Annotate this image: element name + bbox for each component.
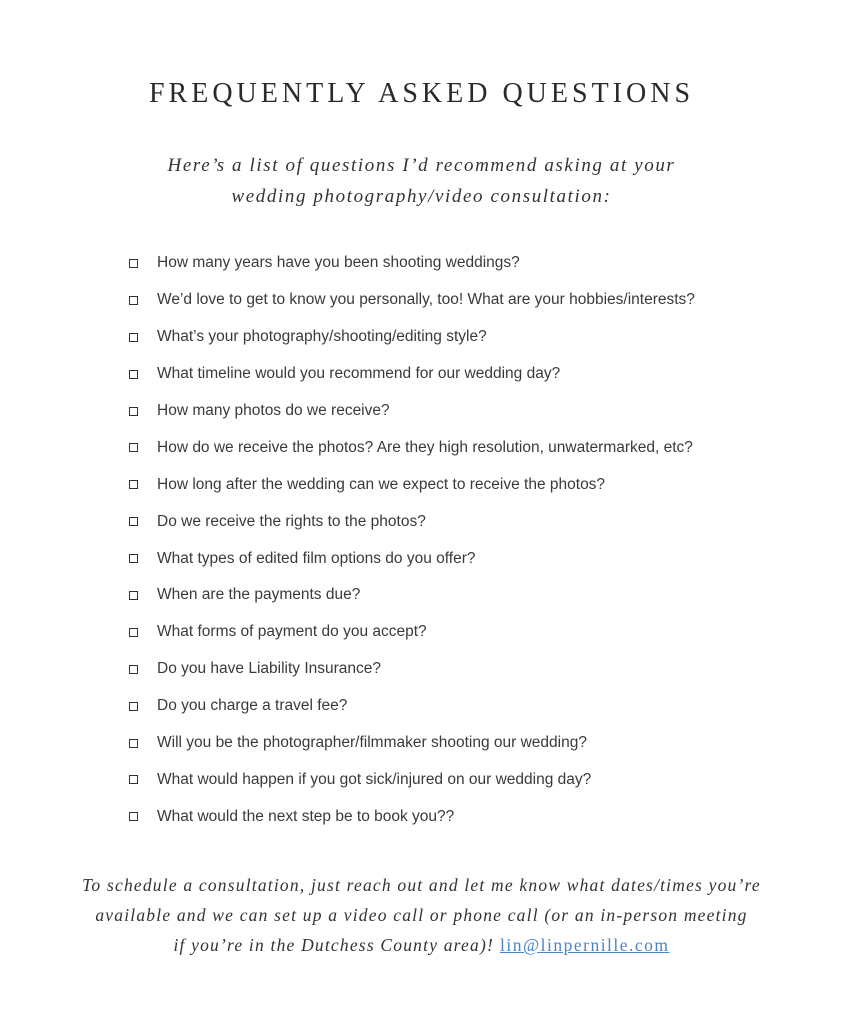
intro-text [0,150,843,212]
question-text: What types of edited film options do you offer? [157,549,476,567]
question-text: Do you charge a travel fee? [157,697,348,715]
question-text: How do we receive the photos? Are they high resolution, unwatermarked, etc? [157,438,693,456]
list-item [129,651,695,688]
question-text: How long after the wedding can we expect to receive the photos? [157,475,606,493]
question-text: When are the payments due? [157,586,361,604]
list-item [129,319,695,356]
question-text: What forms of payment do you accept? [157,623,427,641]
question-text: What timeline would you recommend for our wedding day? [157,365,561,383]
question-text: We’d love to get to know you personally, too! What are your hobbies/interests? [157,291,695,309]
checkbox[interactable] [129,739,138,748]
checkbox[interactable] [129,517,138,526]
checkbox[interactable] [129,591,138,600]
list-item [129,356,695,393]
checkbox[interactable] [129,407,138,416]
checkbox[interactable] [129,259,138,268]
checkbox[interactable] [129,554,138,563]
list-item [129,245,695,282]
list-item [129,798,695,835]
list-item [129,393,695,430]
closing-paragraph [0,870,843,960]
checkbox[interactable] [129,333,138,342]
list-item [129,688,695,725]
question-text: How many photos do we receive? [157,402,390,419]
question-text: Do we receive the rights to the photos? [157,512,426,530]
question-text: How many years have you been shooting weddings? [157,254,520,272]
outro-line-3 [0,930,843,960]
list-item [129,282,695,319]
checkbox[interactable] [129,296,138,305]
checkbox[interactable] [129,628,138,637]
intro-line-1: Here’s a list of questions I’d recommend asking at your [167,155,676,176]
checkbox[interactable] [129,812,138,821]
question-text: What would happen if you got sick/injured on our wedding day? [157,770,592,788]
checkbox[interactable] [129,370,138,379]
list-item [129,466,695,503]
list-item [129,725,695,762]
intro-line-2: wedding photography/video consultation: [231,186,612,207]
question-text: What would the next step be to book you?? [157,807,455,825]
list-item [129,540,695,577]
outro-line-2: available and we can set up a video call or phone call (or an in-person meeting [95,905,748,925]
question-text: Do you have Liability Insurance? [157,660,382,678]
checkbox[interactable] [129,443,138,452]
list-item [129,577,695,614]
list-item [129,429,695,466]
email-link[interactable]: lin@linpernille.com [500,935,670,955]
page-title: FREQUENTLY ASKED QUESTIONS [148,78,695,109]
checkbox[interactable] [129,775,138,784]
question-text: Will you be the photographer/filmmaker shooting our wedding? [157,734,587,752]
checkbox[interactable] [129,702,138,711]
checkbox[interactable] [129,480,138,489]
list-item [129,761,695,798]
checkbox[interactable] [129,665,138,674]
question-checklist [129,245,695,835]
list-item [129,503,695,540]
question-text: What’s your photography/shooting/editing style? [157,328,487,346]
outro-line-1: To schedule a consultation, just reach out and let me know what dates/times you’re [82,875,761,895]
outro-line-3-text: if you’re in the Dutchess County area)! [173,935,495,955]
list-item [129,614,695,651]
